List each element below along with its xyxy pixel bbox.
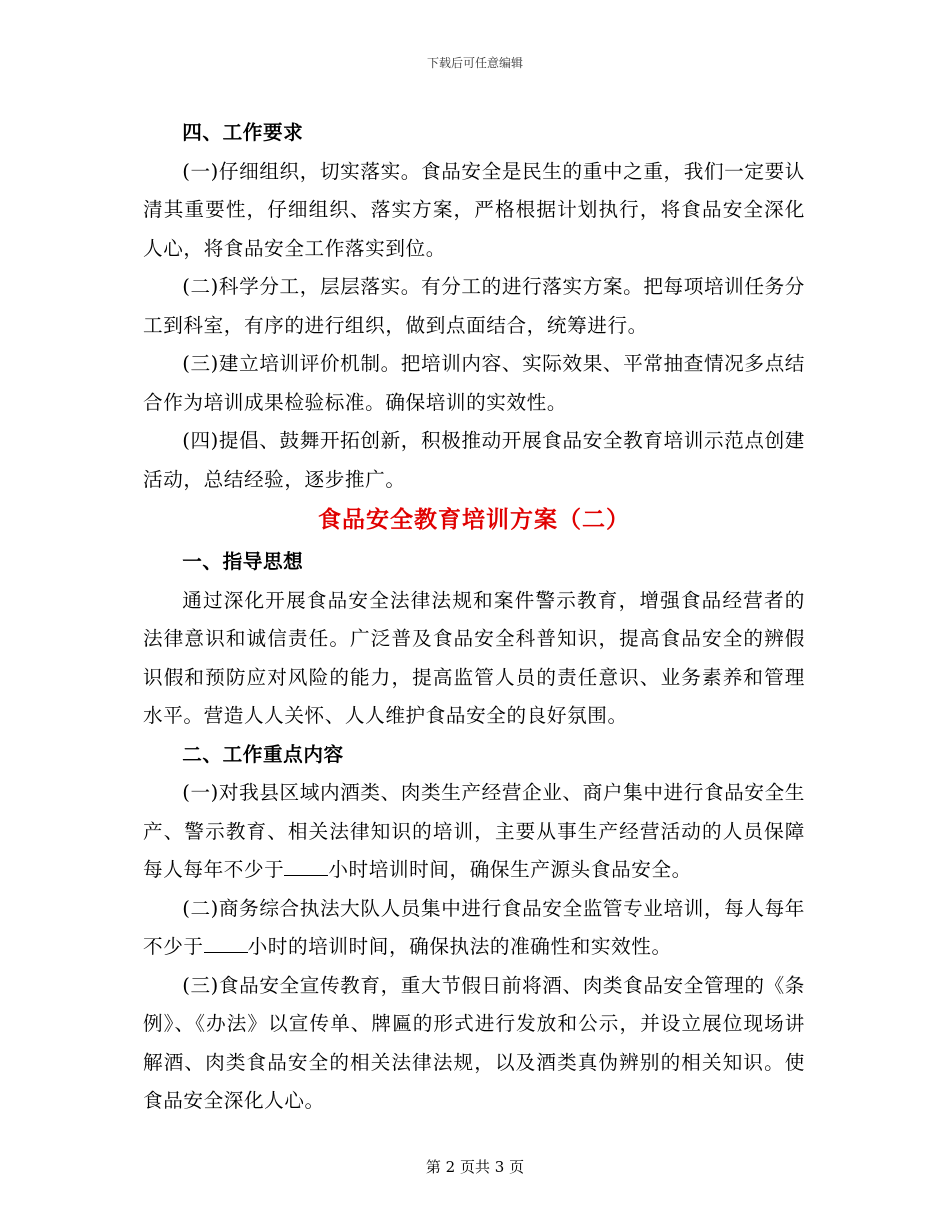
page-header-note: 下载后可任意编辑 xyxy=(426,56,523,70)
text-segment: 小时培训时间，确保生产源头食品安全。 xyxy=(328,858,692,881)
text-segment: (一)对我县区域内酒类、肉类生产经营企业、商户集中进行食品安全生产、警示教育、相关法律知识的培训，主要从事生产经营活动的人员保障每人每年不少于 xyxy=(143,781,805,881)
document-title: 食品安全教育培训方案（二） xyxy=(318,506,630,533)
page-footer: 第 2 页共 3 页 xyxy=(425,1158,525,1176)
paragraph-key-content-1 xyxy=(143,774,805,890)
paragraph-guiding-thought: 通过深化开展食品安全法律法规和案件警示教育，增强食品经营者的法律意识和诚信责任。广泛普及食品安全科普知识，提高食品安全的辨假识假和预防应对风险的能力，提高监管人员的责任意识、业务素养和管理水平。营造人人关怀、人人维护食品安全的良好氛围。 xyxy=(143,588,805,727)
paragraph-key-content-3: (三)食品安全宣传教育，重大节假日前将酒、肉类食品安全管理的《条例》、《办法》以宣传单、牌匾的形式进行发放和公示，并设立展位现场讲解酒、肉类食品安全的相关法律法规，以及酒类真伪辨别的相关知识。使食品安全深化人心。 xyxy=(143,973,805,1112)
fill-in-blank xyxy=(284,874,328,876)
fill-in-blank xyxy=(204,951,248,953)
document-body xyxy=(143,114,805,1121)
paragraph-requirement-2: (二)科学分工，层层落实。有分工的进行落实方案。把每项培训任务分工到科室，有序的进行组织，做到点面结合，统筹进行。 xyxy=(143,275,805,337)
paragraph-requirement-4: (四)提倡、鼓舞开拓创新，积极推动开展食品安全教育培训示范点创建活动，总结经验，逐步推广。 xyxy=(143,429,805,491)
paragraph-requirement-3: (三)建立培训评价机制。把培训内容、实际效果、平常抽查情况多点结合作为培训成果检验标准。确保培训的实效性。 xyxy=(143,352,805,414)
paragraph-requirement-1: (一)仔细组织，切实落实。食品安全是民生的重中之重，我们一定要认清其重要性，仔细组织、落实方案，严格根据计划执行，将食品安全深化人心，将食品安全工作落实到位。 xyxy=(143,159,805,260)
text-segment: 小时的培训时间，确保执法的准确性和实效性。 xyxy=(247,935,672,958)
section-heading-key-content: 二、工作重点内容 xyxy=(182,742,344,766)
section-heading-work-requirements: 四、工作要求 xyxy=(182,121,304,144)
text-segment: (二)商务综合执法大队人员集中进行食品安全监管专业培训，每人每年不少于 xyxy=(143,896,805,958)
section-heading-guiding-thought: 一、指导思想 xyxy=(182,550,304,573)
paragraph-key-content-2 xyxy=(143,890,805,967)
